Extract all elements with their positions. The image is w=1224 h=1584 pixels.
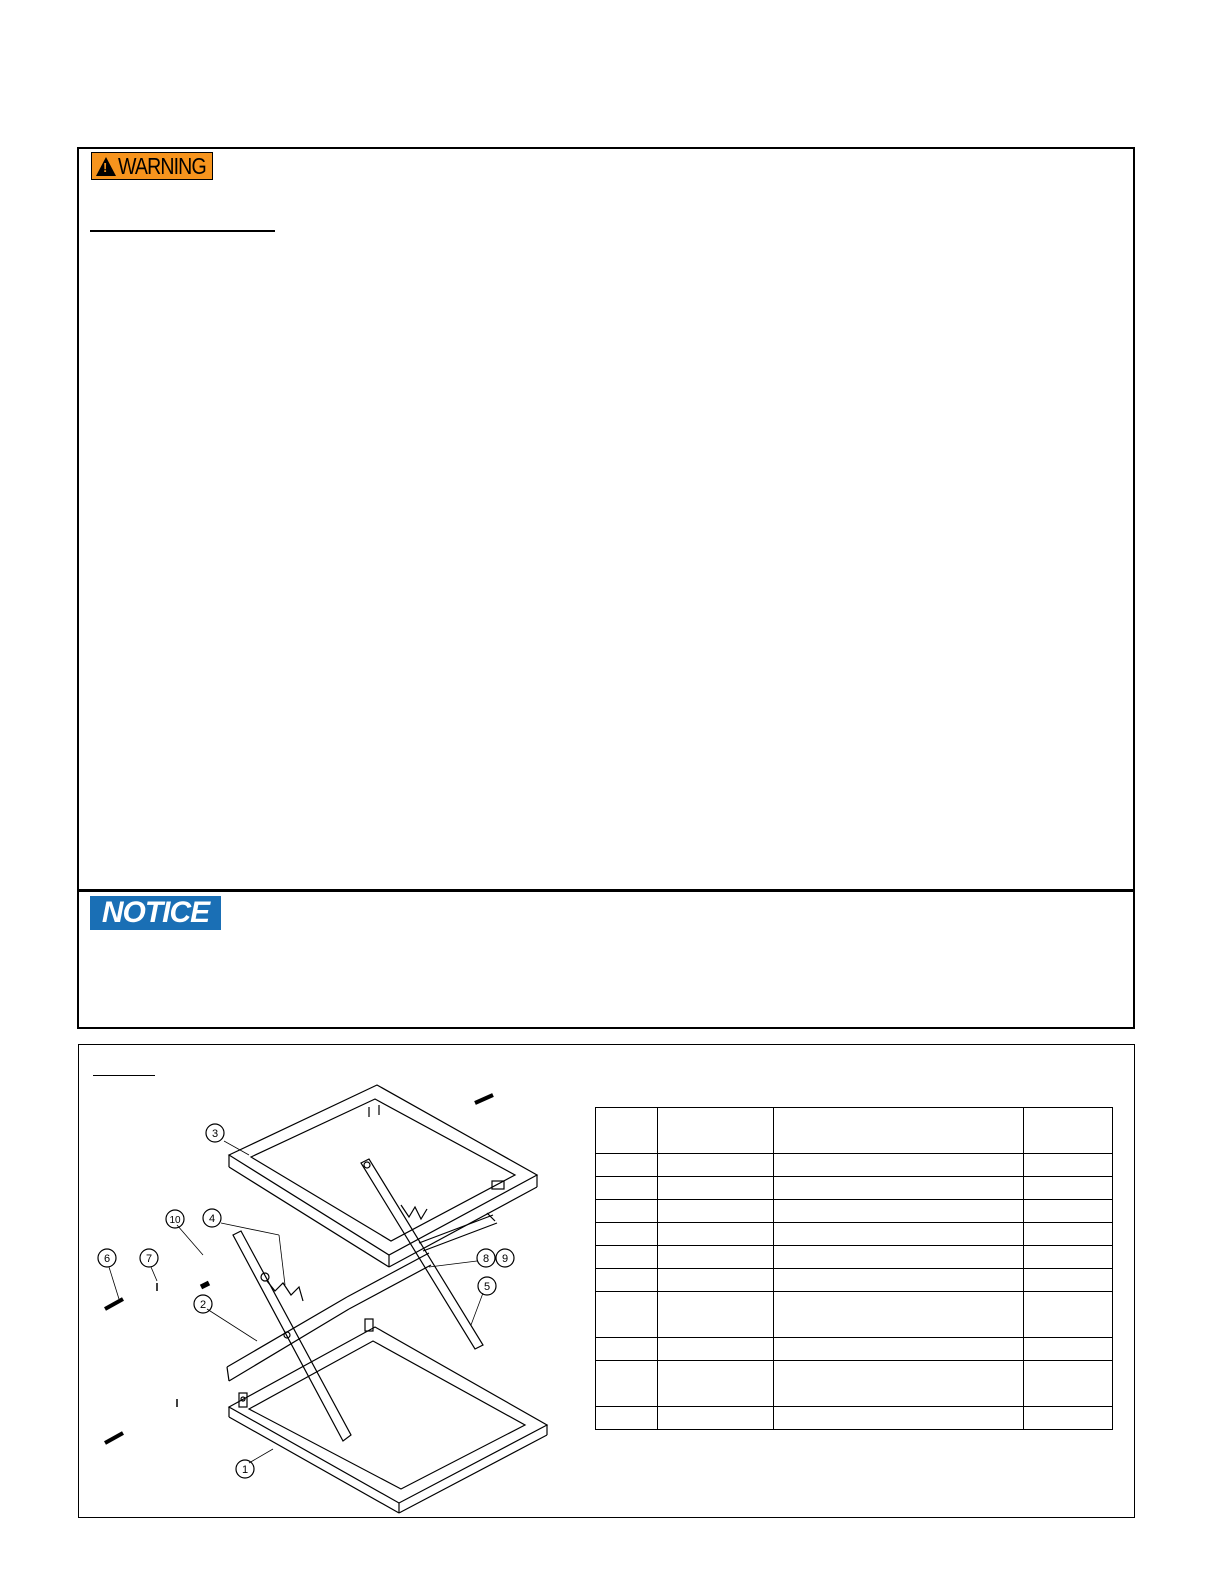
table-row xyxy=(596,1154,1113,1177)
table-cell xyxy=(596,1177,658,1200)
table-cell xyxy=(774,1223,1024,1246)
exploded-assembly-diagram xyxy=(79,1045,599,1519)
table-cell xyxy=(1024,1154,1113,1177)
callout-4 xyxy=(203,1209,221,1227)
table-cell xyxy=(774,1407,1024,1430)
table-cell xyxy=(774,1177,1024,1200)
table-cell xyxy=(596,1223,658,1246)
table-cell xyxy=(658,1223,774,1246)
table-cell xyxy=(1024,1361,1113,1407)
leader-lines xyxy=(109,1141,483,1463)
table-cell xyxy=(774,1246,1024,1269)
lower-scissor-arm xyxy=(227,1231,431,1441)
table-cell xyxy=(774,1361,1024,1407)
table-cell xyxy=(774,1292,1024,1338)
callout-6-label: 6 xyxy=(103,1253,111,1265)
table-row xyxy=(596,1292,1113,1338)
table-cell xyxy=(1024,1269,1113,1292)
callout-3 xyxy=(206,1124,224,1142)
table-cell xyxy=(1024,1338,1113,1361)
callout-2-label: 2 xyxy=(199,1299,207,1311)
upper-scissor-arm xyxy=(361,1159,497,1349)
table-cell xyxy=(1024,1292,1113,1338)
table-cell xyxy=(596,1269,658,1292)
callout-1-label: 1 xyxy=(241,1464,249,1476)
table-cell xyxy=(1024,1177,1113,1200)
callout-3-label: 3 xyxy=(211,1128,219,1140)
callout-4-label: 4 xyxy=(208,1213,216,1225)
notice-section xyxy=(77,889,1135,1029)
table-row xyxy=(596,1177,1113,1200)
warning-triangle-icon xyxy=(96,157,116,176)
callout-5-label: 5 xyxy=(483,1281,491,1293)
warning-heading-underline xyxy=(90,230,275,232)
table-row xyxy=(596,1407,1113,1430)
table-cell xyxy=(658,1177,774,1200)
table-cell xyxy=(596,1108,658,1154)
callout-9 xyxy=(496,1249,514,1267)
table-header-row xyxy=(596,1108,1113,1154)
table-cell xyxy=(1024,1108,1113,1154)
table-cell xyxy=(658,1407,774,1430)
table-cell xyxy=(1024,1246,1113,1269)
callout-10 xyxy=(166,1210,184,1228)
table-cell xyxy=(596,1154,658,1177)
callout-8-label: 8 xyxy=(482,1253,490,1265)
bottom-frame-part xyxy=(229,1319,547,1513)
table-cell xyxy=(774,1200,1024,1223)
table-cell xyxy=(596,1407,658,1430)
pin-parts xyxy=(105,1095,493,1443)
callout-1 xyxy=(236,1460,254,1478)
table-row xyxy=(596,1246,1113,1269)
table-cell xyxy=(658,1246,774,1269)
callout-10-label: 10 xyxy=(169,1215,181,1226)
table-cell xyxy=(658,1361,774,1407)
table-cell xyxy=(658,1154,774,1177)
table-cell xyxy=(658,1200,774,1223)
table-cell xyxy=(774,1108,1024,1154)
warning-section xyxy=(77,147,1135,890)
table-cell xyxy=(658,1108,774,1154)
table-cell xyxy=(596,1338,658,1361)
notice-badge xyxy=(90,896,221,930)
table-cell xyxy=(774,1338,1024,1361)
callout-7 xyxy=(140,1249,158,1267)
table-row xyxy=(596,1269,1113,1292)
table-cell xyxy=(658,1338,774,1361)
table-row xyxy=(596,1223,1113,1246)
table-cell xyxy=(774,1154,1024,1177)
notice-label: NOTICE xyxy=(101,896,210,929)
table-cell xyxy=(774,1269,1024,1292)
parts-section xyxy=(78,1044,1135,1518)
table-cell xyxy=(658,1269,774,1292)
table-cell xyxy=(596,1200,658,1223)
table-cell xyxy=(1024,1407,1113,1430)
table-row xyxy=(596,1200,1113,1223)
table-row xyxy=(596,1338,1113,1361)
table-row xyxy=(596,1361,1113,1407)
table-cell xyxy=(596,1292,658,1338)
table-cell xyxy=(658,1292,774,1338)
callout-5 xyxy=(478,1277,496,1295)
table-cell xyxy=(1024,1223,1113,1246)
callout-2 xyxy=(194,1295,212,1313)
callout-9-label: 9 xyxy=(501,1253,509,1265)
top-frame-part xyxy=(229,1085,537,1267)
table-cell xyxy=(1024,1200,1113,1223)
table-cell xyxy=(596,1246,658,1269)
table-cell xyxy=(596,1361,658,1407)
warning-badge xyxy=(91,152,213,180)
callout-6 xyxy=(98,1249,116,1267)
callout-7-label: 7 xyxy=(145,1253,153,1265)
parts-list-table xyxy=(595,1107,1113,1430)
callout-8 xyxy=(477,1249,495,1267)
warning-label: WARNING xyxy=(118,152,206,179)
